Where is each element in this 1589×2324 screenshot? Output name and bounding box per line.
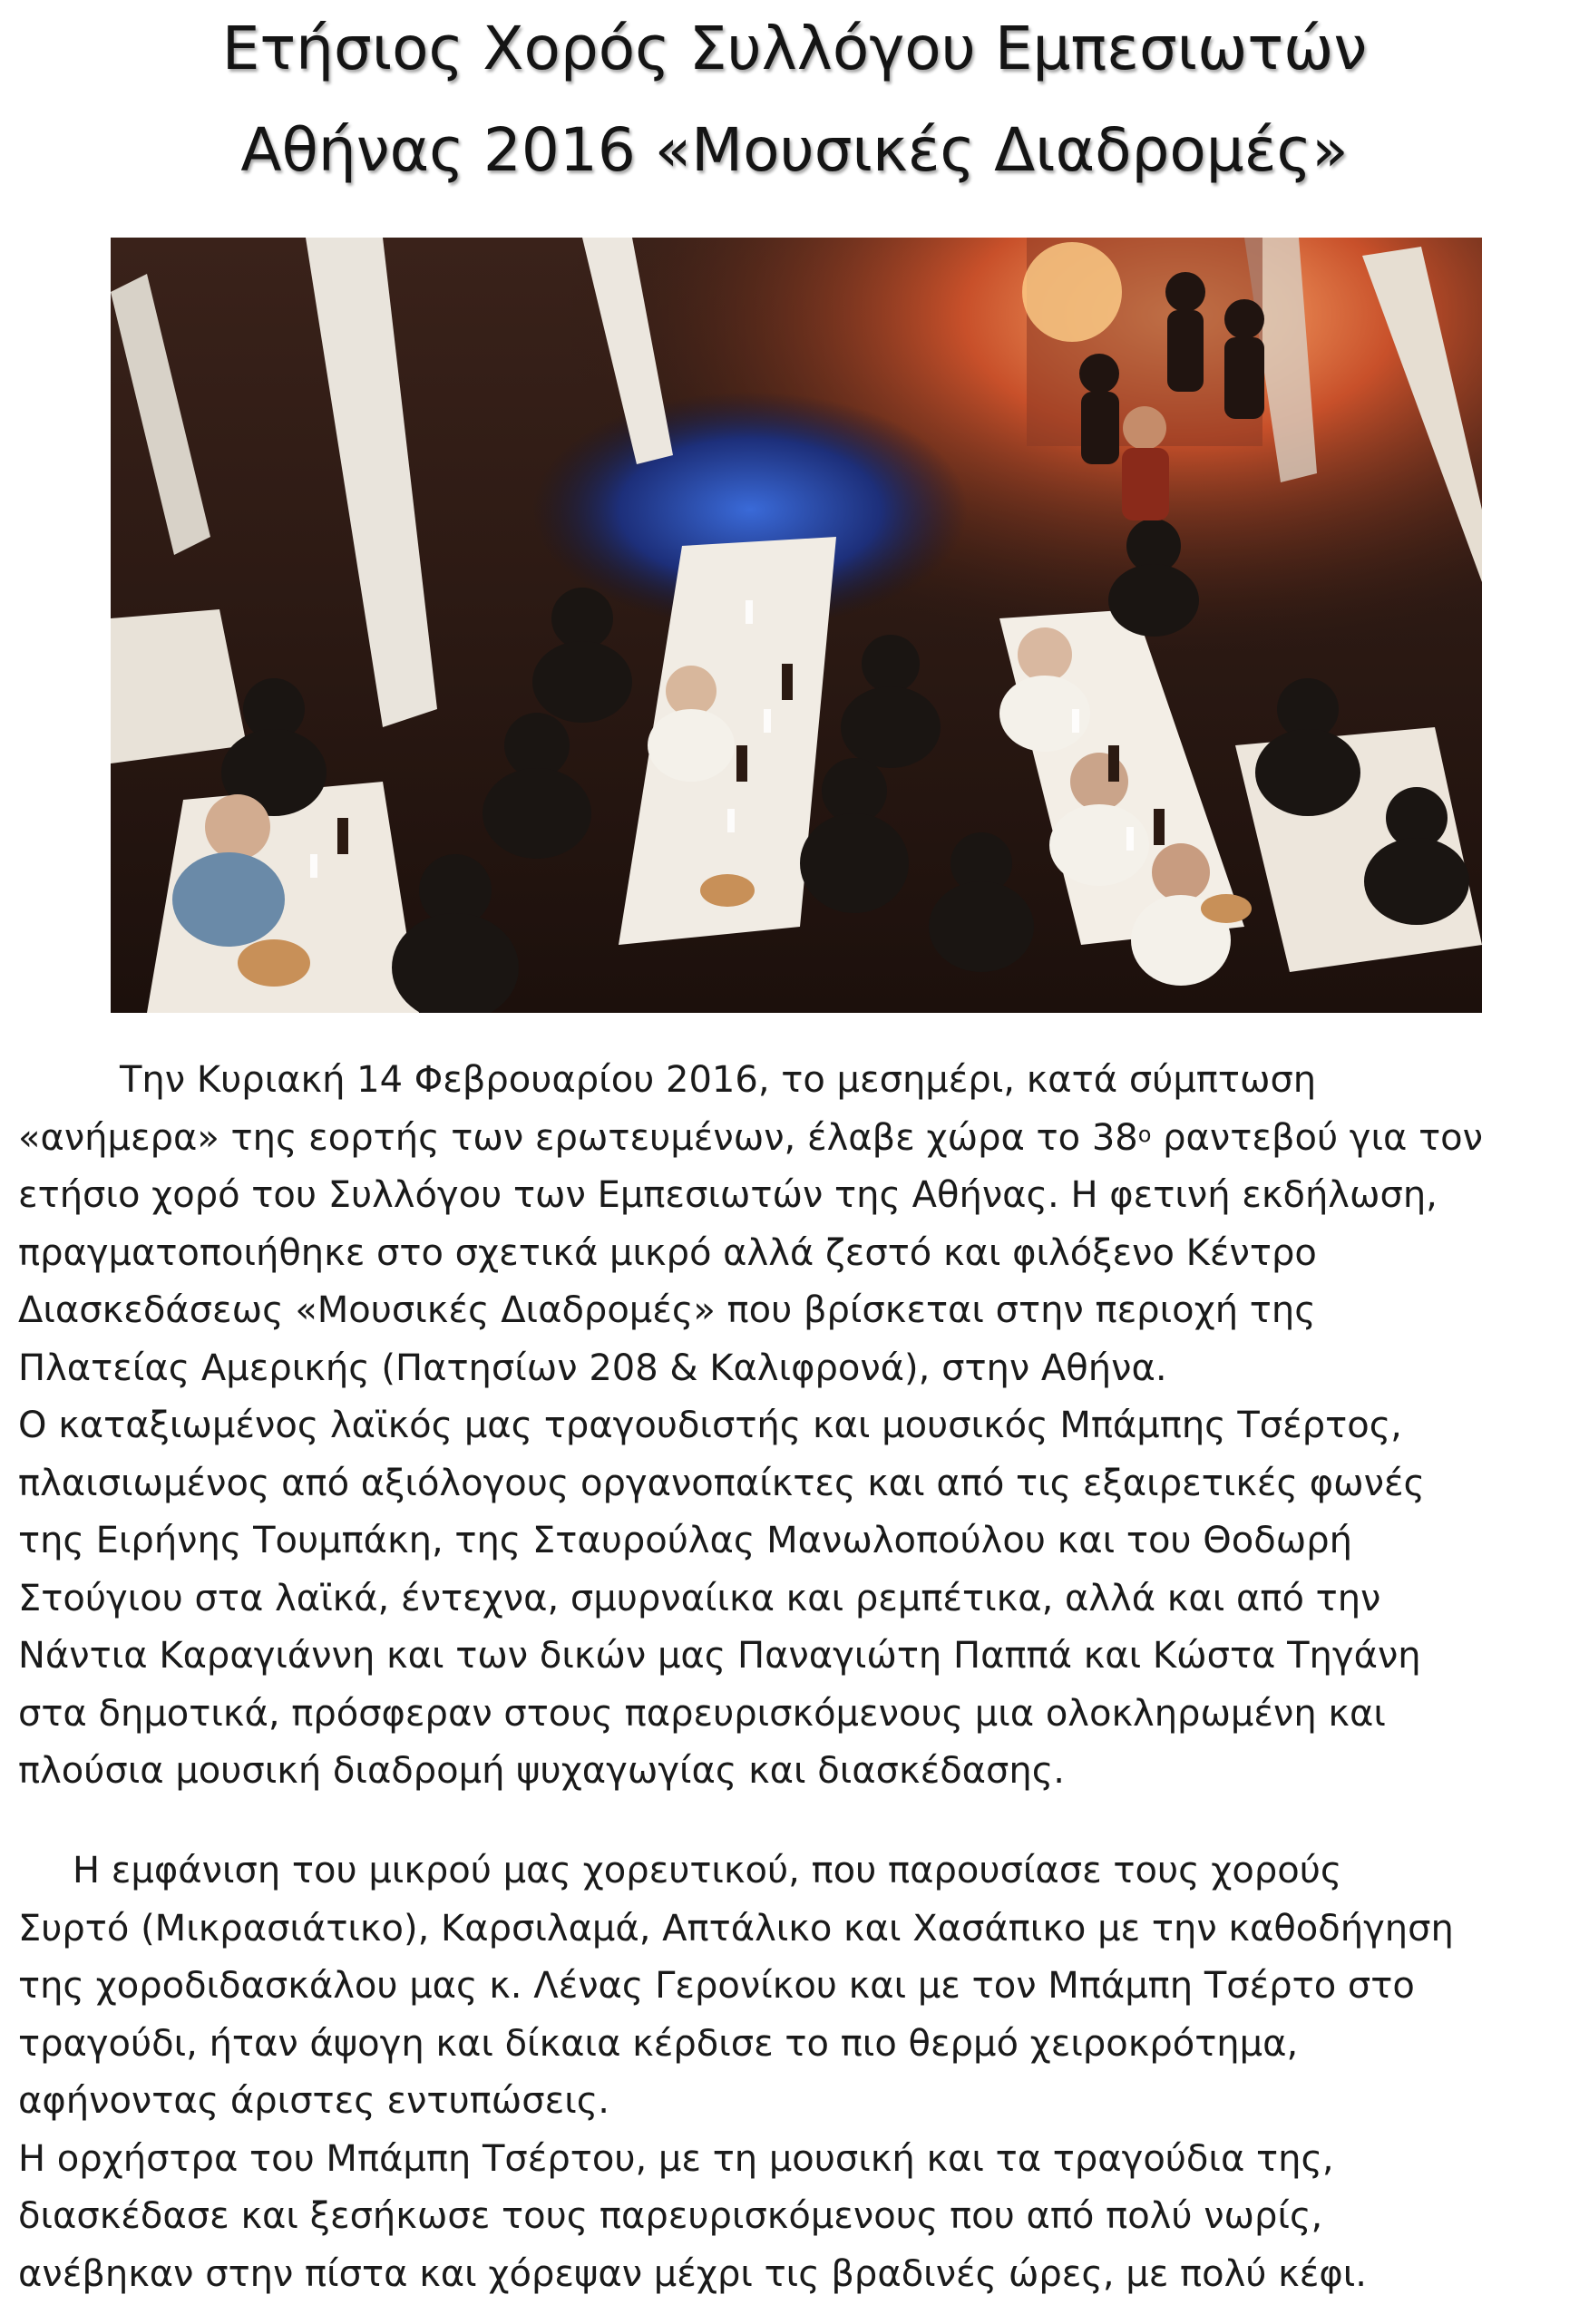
paragraph-line: Η εμφάνιση του μικρού μας χορευτικού, που παρουσίασε τους χορούς: [73, 1850, 1342, 1891]
paragraph-line: πραγματοποιήθηκε στο σχετικά μικρό αλλά ζεστό και φιλόξενο Κέντρο: [18, 1231, 1317, 1274]
paragraph-line: τραγούδι, ήταν άψογη και δίκαια κέρδισε το πιο θερμό χειροκρότημα,: [18, 2022, 1299, 2065]
paragraph-line: Ο καταξιωμένος λαϊκός μας τραγουδιστής και μουσικός Μπάμπης Τσέρτος,: [18, 1405, 1402, 1446]
paragraph-line: Διασκεδάσεως «Μουσικές Διαδρομές» που βρίσκεται στην περιοχή της: [18, 1289, 1316, 1331]
paragraph-line: Συρτό (Μικρασιάτικο), Καρσιλαμά, Απτάλικο και Χασάπικο με την καθοδήγηση: [18, 1907, 1454, 1950]
paragraph-line: [18, 1110, 1578, 1168]
paragraph-line-part: «ανήμερα» της εορτής των ερωτευμένων, έλαβε χώρα το 38: [18, 1116, 1138, 1159]
paragraph-line: διασκέδασε και ξεσήκωσε τους παρευρισκόμενους που από πολύ νωρίς,: [18, 2195, 1323, 2237]
paragraph-line: Η ορχήστρα του Μπάμπη Τσέρτου, με τη μουσική και τα τραγούδια της,: [18, 2137, 1334, 2180]
event-photo-illustration: [111, 238, 1482, 1013]
paragraph-line: Την Κυριακή 14 Φεβρουαρίου 2016, το μεσημέρι, κατά σύμπτωση: [120, 1059, 1317, 1101]
paragraph-line: της Ειρήνης Τουμπάκη, της Σταυρούλας Μανωλοπούλου και του Θοδωρή: [18, 1520, 1352, 1561]
page-title-line-2: Αθήνας 2016 «Μουσικές Διαδρομές»: [240, 115, 1349, 185]
article-paragraph-1: [18, 1052, 1578, 1801]
paragraph-line: ανέβηκαν στην πίστα και χόρεψαν μέχρι τις βραδινές ώρες, με πολύ κέφι.: [18, 2252, 1367, 2295]
paragraph-line: αφήνοντας άριστες εντυπώσεις.: [18, 2080, 609, 2122]
event-photo: [111, 238, 1482, 1013]
paragraph-line: πλούσια μουσική διαδρομή ψυχαγωγίας και διασκέδασης.: [18, 1750, 1065, 1792]
paragraph-line: Νάντια Καραγιάννη και των δικών μας Παναγιώτη Παππά και Κώστα Τηγάνη: [18, 1635, 1421, 1677]
paragraph-line: Στούγιου στα λαϊκά, έντεχνα, σμυρναίικα και ρεμπέτικα, αλλά και από την: [18, 1577, 1381, 1619]
ordinal-superscript: ο: [1137, 1121, 1152, 1147]
paragraph-line: πλαισιωμένος από αξιόλογους οργανοπαίκτες και από τις εξαιρετικές φωνές: [18, 1462, 1426, 1504]
paragraph-line: ετήσιο χορό του Συλλόγου των Εμπεσιωτών της Αθήνας. Η φετινή εκδήλωση,: [18, 1174, 1438, 1216]
paragraph-line: της χοροδιδασκάλου μας κ. Λένας Γερονίκου και με τον Μπάμπη Τσέρτο στο: [18, 1965, 1415, 2007]
paragraph-line: Πλατείας Αμερικής (Πατησίων 208 & Καλιφρονά), στην Αθήνα.: [18, 1347, 1167, 1389]
paragraph-line-part: ραντεβού για τον: [1151, 1116, 1483, 1159]
paragraph-line: στα δημοτικά, πρόσφεραν στους παρευρισκόμενους μια ολοκληρωμένη και: [18, 1692, 1386, 1735]
article-paragraph-2: [18, 1843, 1578, 2303]
page-title-line-1: Ετήσιος Χορός Συλλόγου Εμπεσιωτών: [221, 14, 1368, 83]
